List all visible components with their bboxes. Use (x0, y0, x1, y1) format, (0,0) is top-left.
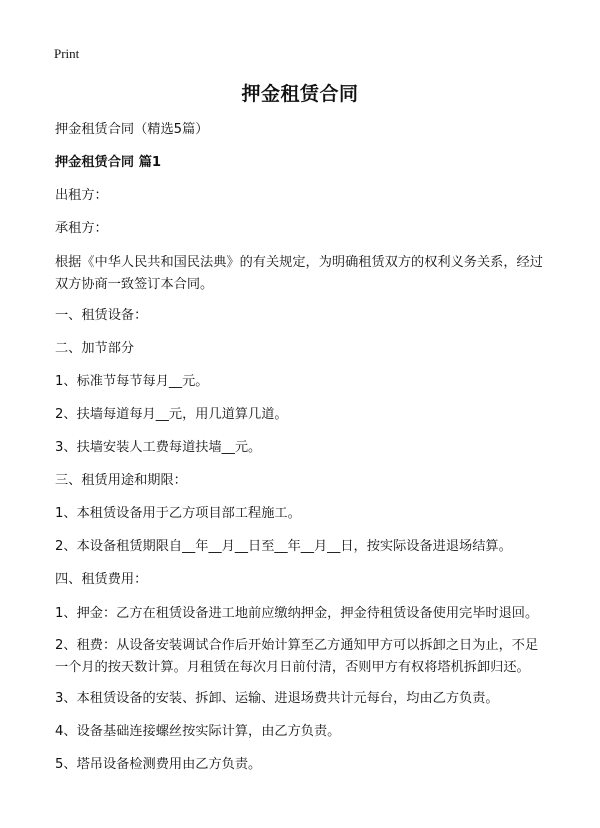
paragraph-item: 4、设备基础连接螺丝按实际计算，由乙方负责。 (55, 724, 341, 739)
document-body (55, 120, 550, 788)
paragraph-preamble: 根据《中华人民共和国民法典》的有关规定，为明确租赁双方的权利义务关系，经过双方协商一致签订本合同。 (55, 255, 543, 292)
paragraph-lessee: 承租方： (55, 221, 108, 236)
document-title: 押金租赁合同 (241, 83, 359, 105)
document-subtitle: 押金租赁合同（精选5篇） (55, 122, 209, 137)
paragraph-clause-1: 一、租赁设备： (55, 308, 148, 323)
paragraph-item: 1、押金：乙方在租赁设备进工地前应缴纳押金，押金待租赁设备使用完毕时退回。 (55, 606, 539, 621)
paragraph-clause-2: 二、加节部分 (55, 341, 135, 356)
section-heading: 押金租赁合同 篇1 (55, 155, 162, 170)
paragraph-item: 1、本租赁设备用于乙方项目部工程施工。 (55, 506, 301, 521)
paragraph-item: 2、租费：从设备安装调试合作后开始计算至乙方通知甲方可以拆卸之日为止，不足一个月的按天数计算。月租赁在每次月日前付清，否则甲方有权将塔机拆卸归还。 (55, 638, 539, 675)
paragraph-item: 1、标准节每节每月__元。 (55, 374, 209, 389)
paragraph-item: 3、本租赁设备的安装、拆卸、运输、进退场费共计元每台，均由乙方负责。 (55, 691, 499, 706)
paragraph-lessor: 出租方： (55, 188, 108, 203)
paragraph-clause-3: 三、租赁用途和期限： (55, 473, 187, 488)
paragraph-item: 3、扶墙安装人工费每道扶墙__元。 (55, 440, 262, 455)
paragraph-item: 2、扶墙每道每月__元，用几道算几道。 (55, 407, 288, 422)
paragraph-item: 5、塔吊设备检测费用由乙方负责。 (55, 757, 262, 772)
print-link[interactable]: Print (54, 46, 80, 61)
paragraph-item: 2、本设备租赁期限自__年__月__日至__年__月__日，按实际设备进退场结算。 (55, 539, 512, 554)
paragraph-clause-4: 四、租赁费用： (55, 572, 148, 587)
